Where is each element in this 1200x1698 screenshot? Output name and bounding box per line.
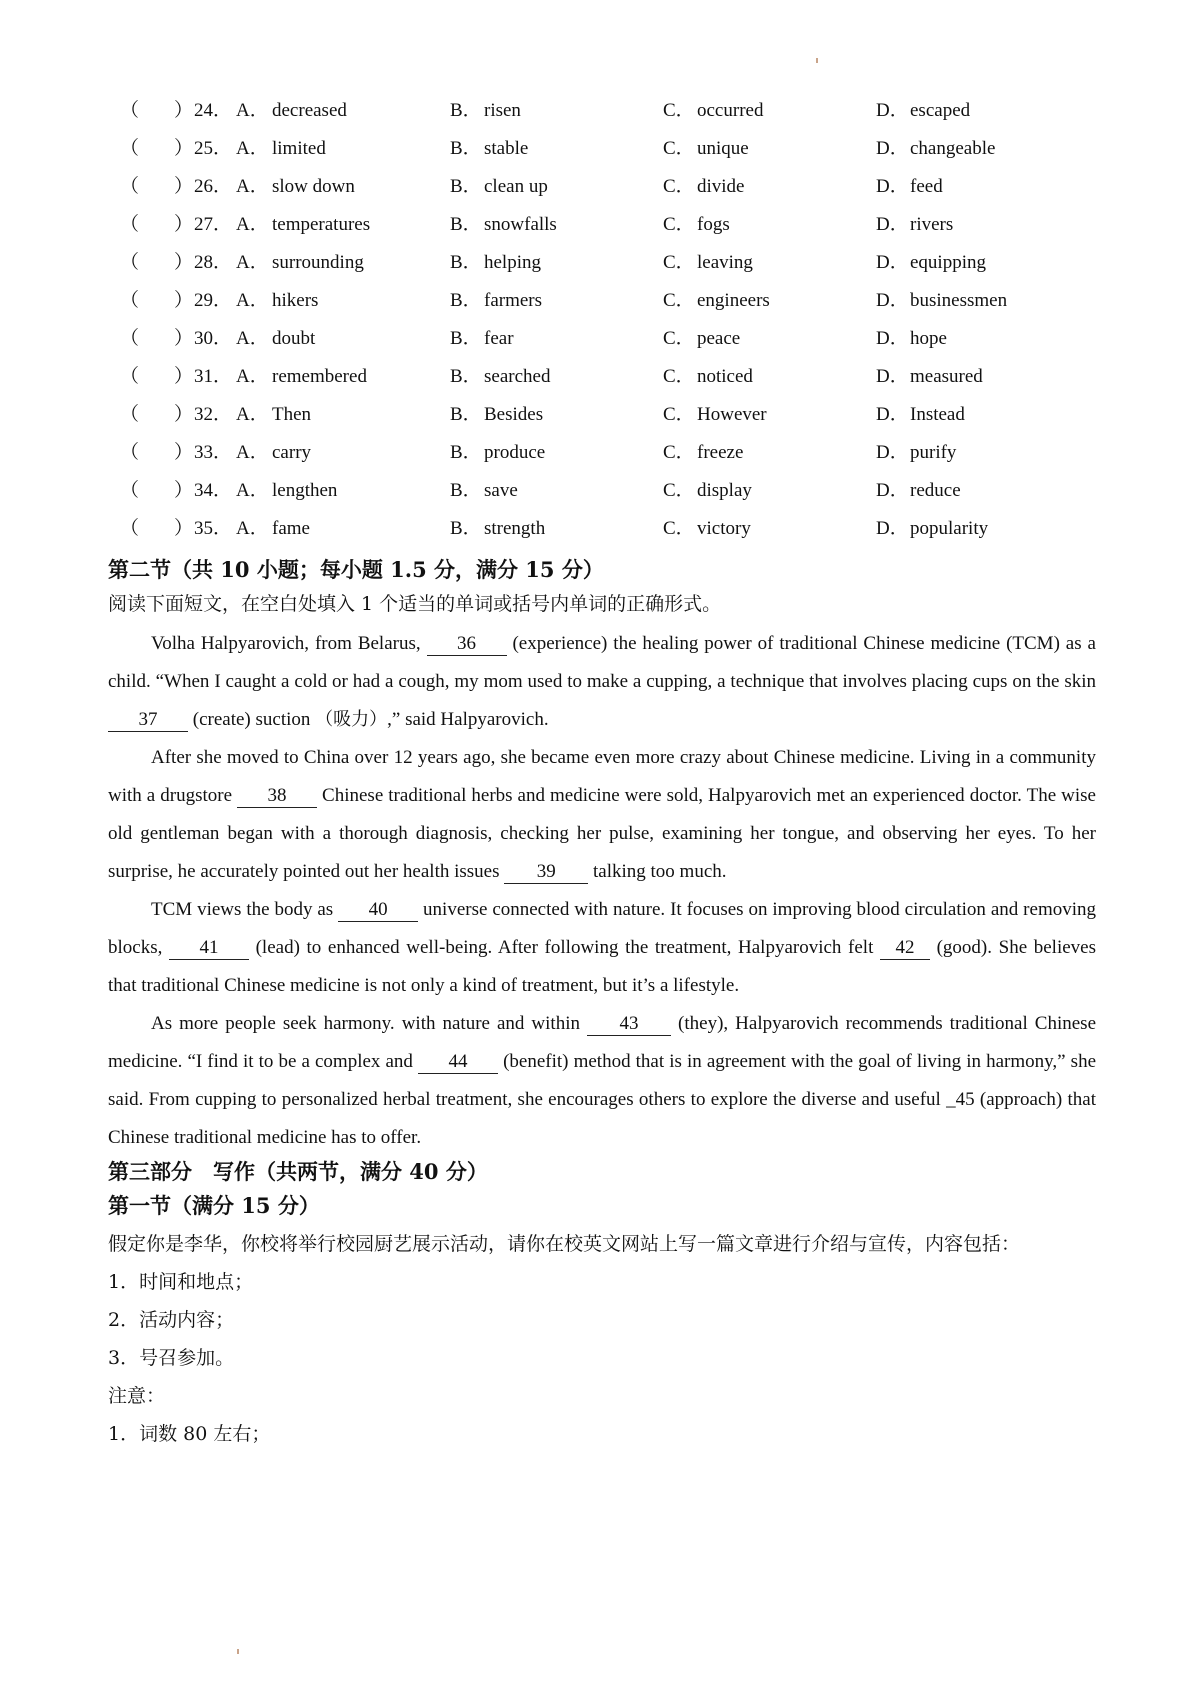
option-a[interactable]: limited	[272, 138, 326, 159]
option-d-label: D．	[876, 290, 909, 311]
text: universe connected with nature. It focuses on improving blood circulation and removing blocks,	[108, 899, 1097, 958]
text: Volha Halpyarovich, from Belarus,	[151, 633, 427, 654]
answer-paren-close: ）	[174, 100, 194, 121]
option-a-label: A．	[236, 404, 269, 425]
answer-paren-open: （	[120, 138, 140, 159]
option-d[interactable]: escaped	[910, 100, 971, 121]
question-row	[108, 324, 1088, 362]
option-c[interactable]: leaving	[697, 252, 753, 273]
blank-37[interactable]: 37	[108, 709, 188, 732]
option-b-label: B．	[450, 100, 482, 121]
passage-paragraph-2	[108, 739, 1096, 891]
content-item-3: 3．号召参加。	[108, 1347, 235, 1369]
question-row	[108, 96, 1088, 134]
question-row	[108, 286, 1088, 324]
option-c-label: C．	[663, 214, 695, 235]
option-c-label: C．	[663, 404, 695, 425]
blank-40[interactable]: 40	[338, 899, 418, 922]
option-c[interactable]: victory	[697, 518, 751, 539]
question-number: 25．	[194, 138, 233, 159]
answer-paren-open: （	[120, 214, 140, 235]
option-b-label: B．	[450, 252, 482, 273]
option-c[interactable]: divide	[697, 176, 745, 197]
question-row	[108, 210, 1088, 248]
option-c[interactable]: display	[697, 480, 752, 501]
option-b[interactable]: clean up	[484, 176, 548, 197]
option-b-label: B．	[450, 176, 482, 197]
option-d-label: D．	[876, 252, 909, 273]
blank-36[interactable]: 36	[427, 633, 507, 656]
option-c-label: C．	[663, 480, 695, 501]
text: TCM views the body as	[151, 899, 339, 920]
option-d-label: D．	[876, 328, 909, 349]
option-b[interactable]: produce	[484, 442, 546, 463]
question-row	[108, 362, 1088, 400]
text: (experience) the healing power of traditional Chinese medicine (TCM) as a child. “When I caught a cold or had a cough, my mom used to make a cupping, a technique that involves placing cups on the skin	[108, 633, 1096, 692]
option-a[interactable]: hikers	[272, 290, 319, 311]
option-c-label: C．	[663, 100, 695, 121]
option-d[interactable]: businessmen	[910, 290, 1008, 311]
option-a-label: A．	[236, 176, 269, 197]
answer-paren-open: （	[120, 518, 140, 539]
option-b-label: B．	[450, 480, 482, 501]
option-b-label: B．	[450, 518, 482, 539]
option-d[interactable]: hope	[910, 328, 947, 349]
blank-39[interactable]: 39	[504, 861, 588, 884]
option-c[interactable]: However	[697, 404, 767, 425]
option-d-label: D．	[876, 214, 909, 235]
option-b[interactable]: snowfalls	[484, 214, 557, 235]
option-c[interactable]: occurred	[697, 100, 764, 121]
answer-paren-open: （	[120, 480, 140, 501]
option-d[interactable]: changeable	[910, 138, 996, 159]
option-b[interactable]: stable	[484, 138, 529, 159]
question-number: 26．	[194, 176, 233, 197]
option-c[interactable]: engineers	[697, 290, 770, 311]
text: talking too much.	[588, 861, 727, 882]
option-c[interactable]: noticed	[697, 366, 753, 387]
text: After she moved to China over 12 years ago, she became even more crazy about Chinese medicine. Living in a community with a drugstore	[108, 747, 1096, 806]
option-b-label: B．	[450, 138, 482, 159]
option-d-label: D．	[876, 366, 909, 387]
option-a-label: A．	[236, 442, 269, 463]
answer-paren-close: ）	[174, 328, 194, 349]
option-b[interactable]: farmers	[484, 290, 543, 311]
option-d[interactable]: feed	[910, 176, 943, 197]
question-number: 32．	[194, 404, 233, 425]
option-b-label: B．	[450, 214, 482, 235]
option-b[interactable]: Besides	[484, 404, 544, 425]
writing-prompt: 假定你是李华，你校将举行校园厨艺展示活动，请你在校英文网站上写一篇文章进行介绍与宣传，内容包括：	[108, 1233, 1021, 1255]
question-number: 27．	[194, 214, 233, 235]
question-row	[108, 134, 1088, 172]
option-a[interactable]: temperatures	[272, 214, 371, 235]
option-a-label: A．	[236, 328, 269, 349]
passage-paragraph-3	[108, 891, 1096, 1005]
part3-subheading: 第一节（满分 15 分）	[108, 1193, 320, 1218]
option-d[interactable]: popularity	[910, 518, 989, 539]
blank-41[interactable]: 41	[169, 937, 249, 960]
blank-43[interactable]: 43	[587, 1013, 671, 1036]
option-a[interactable]: carry	[272, 442, 312, 463]
option-a-label: A．	[236, 480, 269, 501]
note-item-1: 1．词数 80 左右；	[108, 1423, 271, 1445]
option-a-label: A．	[236, 366, 269, 387]
answer-paren-open: （	[120, 328, 140, 349]
option-a-label: A．	[236, 100, 269, 121]
option-a-label: A．	[236, 290, 269, 311]
option-b[interactable]: save	[484, 480, 518, 501]
answer-paren-close: ）	[174, 290, 194, 311]
option-b[interactable]: strength	[484, 518, 546, 539]
question-number: 28．	[194, 252, 233, 273]
question-number: 30．	[194, 328, 233, 349]
option-d[interactable]: equipping	[910, 252, 986, 273]
option-d[interactable]: rivers	[910, 214, 954, 235]
option-b-label: B．	[450, 404, 482, 425]
option-c-label: C．	[663, 138, 695, 159]
writing-section	[108, 1157, 1096, 1453]
scan-mark	[237, 1649, 239, 1654]
option-c-label: C．	[663, 442, 695, 463]
option-a[interactable]: fame	[272, 518, 310, 539]
option-a-label: A．	[236, 138, 269, 159]
question-row	[108, 172, 1088, 210]
option-b[interactable]: risen	[484, 100, 521, 121]
section2-heading: 第二节（共 10 小题；每小题 1.5 分，满分 15 分）	[108, 557, 604, 582]
question-number: 34．	[194, 480, 233, 501]
option-d-label: D．	[876, 404, 909, 425]
part3-heading: 第三部分 写作（共两节，满分 40 分）	[108, 1159, 488, 1184]
option-c[interactable]: freeze	[697, 442, 744, 463]
option-d[interactable]: purify	[910, 442, 957, 463]
option-c[interactable]: unique	[697, 138, 749, 159]
option-a-label: A．	[236, 252, 269, 273]
section2-instruction: 阅读下面短文，在空白处填入 1 个适当的单词或括号内单词的正确形式。	[108, 593, 722, 615]
answer-paren-open: （	[120, 100, 140, 121]
option-b[interactable]: helping	[484, 252, 541, 273]
option-c-label: C．	[663, 328, 695, 349]
option-c-label: C．	[663, 290, 695, 311]
option-a[interactable]: Then	[272, 404, 312, 425]
option-a[interactable]: decreased	[272, 100, 347, 121]
question-row	[108, 248, 1088, 286]
option-d[interactable]: reduce	[910, 480, 961, 501]
question-number: 35．	[194, 518, 233, 539]
passage-paragraph-1	[108, 625, 1096, 739]
answer-paren-close: ）	[174, 176, 194, 197]
option-c-label: C．	[663, 176, 695, 197]
option-d-label: D．	[876, 100, 909, 121]
option-a[interactable]: surrounding	[272, 252, 364, 273]
answer-paren-open: （	[120, 442, 140, 463]
blank-42[interactable]: 42	[880, 937, 930, 960]
question-number: 33．	[194, 442, 233, 463]
chinese-gloss: （吸力）	[315, 709, 388, 730]
text: (good). She believes that traditional Chinese medicine is not only a kind of treatment, but it’s a lifestyle.	[108, 937, 1097, 996]
option-b-label: B．	[450, 328, 482, 349]
text: As more people seek harmony. with nature and within	[151, 1013, 588, 1034]
text: Chinese traditional herbs and medicine were sold, Halpyarovich met an experienced doctor. The wise old gentleman began with a thorough diagnosis, checking her pulse, examining her tongue, and observing her eyes. To her surprise, he accurately pointed out her health issues	[108, 785, 1096, 882]
answer-paren-close: ）	[174, 214, 194, 235]
answer-paren-open: （	[120, 404, 140, 425]
text: (they), Halpyarovich recommends traditional Chinese medicine. “I find it to be a complex and	[108, 1013, 1096, 1072]
option-a-label: A．	[236, 518, 269, 539]
option-d-label: D．	[876, 138, 909, 159]
scan-mark	[816, 58, 818, 63]
content-item-2: 2．活动内容；	[108, 1309, 235, 1331]
option-d[interactable]: Instead	[910, 404, 965, 425]
answer-paren-close: ）	[174, 366, 194, 387]
text: (lead) to enhanced well-being. After following the treatment, Halpyarovich felt	[248, 937, 880, 958]
cloze-options-list	[108, 96, 1088, 552]
blank-38[interactable]: 38	[237, 785, 317, 808]
content-item-1: 1．时间和地点；	[108, 1271, 254, 1293]
answer-paren-close: ）	[174, 138, 194, 159]
text: (benefit) method that is in agreement with the goal of living in harmony,” she said. From cupping to personalized herbal treatment, she encourages others to explore the diverse and useful _45 (approach) that Chinese traditional medicine has to offer.	[108, 1051, 1097, 1148]
option-a[interactable]: remembered	[272, 366, 367, 387]
option-d-label: D．	[876, 480, 909, 501]
option-a[interactable]: lengthen	[272, 480, 338, 501]
answer-paren-open: （	[120, 252, 140, 273]
option-d-label: D．	[876, 518, 909, 539]
passage-paragraph-4	[108, 1005, 1096, 1157]
question-row	[108, 438, 1088, 476]
notes-label: 注意：	[108, 1385, 166, 1407]
question-row	[108, 476, 1088, 514]
option-a-label: A．	[236, 214, 269, 235]
grammar-fill-section	[108, 555, 1096, 1453]
option-b-label: B．	[450, 366, 482, 387]
option-a[interactable]: slow down	[272, 176, 355, 197]
text: (create) suction	[188, 709, 316, 730]
question-number: 31．	[194, 366, 233, 387]
answer-paren-open: （	[120, 290, 140, 311]
question-row	[108, 514, 1088, 552]
option-c[interactable]: fogs	[697, 214, 730, 235]
option-b-label: B．	[450, 442, 482, 463]
answer-paren-close: ）	[174, 518, 194, 539]
option-d[interactable]: measured	[910, 366, 983, 387]
question-number: 29．	[194, 290, 233, 311]
option-d-label: D．	[876, 442, 909, 463]
option-b-label: B．	[450, 290, 482, 311]
option-b[interactable]: fear	[484, 328, 514, 349]
option-d-label: D．	[876, 176, 909, 197]
option-c-label: C．	[663, 518, 695, 539]
answer-paren-close: ）	[174, 480, 194, 501]
option-a[interactable]: doubt	[272, 328, 316, 349]
option-b[interactable]: searched	[484, 366, 551, 387]
option-c-label: C．	[663, 252, 695, 273]
question-number: 24．	[194, 100, 233, 121]
text: ,” said Halpyarovich.	[387, 709, 549, 730]
answer-paren-close: ）	[174, 442, 194, 463]
answer-paren-close: ）	[174, 252, 194, 273]
blank-44[interactable]: 44	[418, 1051, 498, 1074]
answer-paren-open: （	[120, 176, 140, 197]
option-c[interactable]: peace	[697, 328, 741, 349]
answer-paren-open: （	[120, 366, 140, 387]
option-c-label: C．	[663, 366, 695, 387]
question-row	[108, 400, 1088, 438]
answer-paren-close: ）	[174, 404, 194, 425]
